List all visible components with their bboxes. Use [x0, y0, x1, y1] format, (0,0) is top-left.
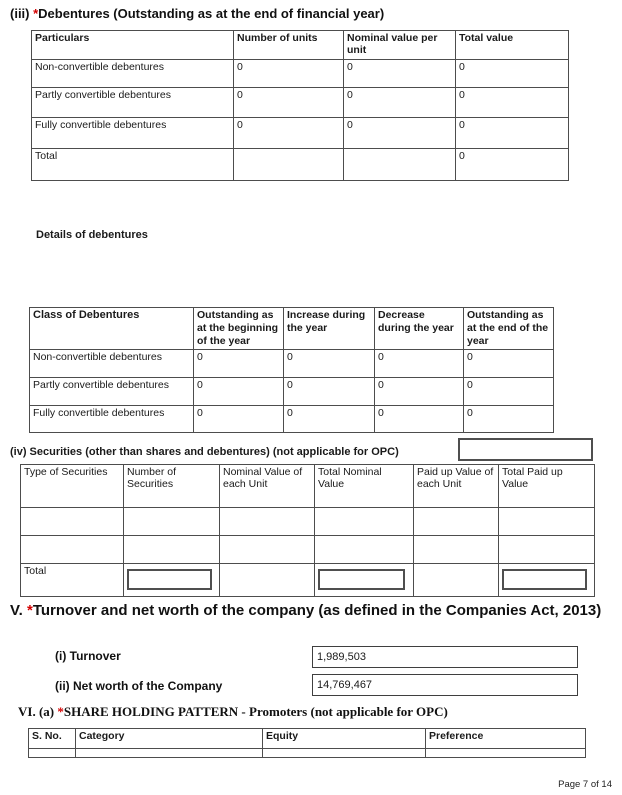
- required-asterisk: *: [26, 602, 33, 619]
- row-label: Non-convertible debentures: [32, 60, 234, 88]
- column-header: Type of Securities: [21, 465, 124, 508]
- column-header: Nominal Value of each Unit: [220, 465, 315, 508]
- cell-value: 0: [234, 118, 344, 149]
- section-iii-title: Debentures (Outstanding as at the end of financial year): [38, 6, 385, 21]
- empty-cell: [263, 749, 426, 758]
- section-vi-heading: [18, 704, 448, 720]
- table-header-row: [32, 31, 569, 60]
- section-iv-heading: (iv) Securities (other than shares and debentures) (not applicable for OPC): [10, 446, 399, 458]
- cell-value: 0: [464, 378, 554, 406]
- empty-cell: [315, 536, 414, 564]
- empty-cell: [414, 536, 499, 564]
- required-asterisk: *: [33, 6, 39, 21]
- cell-value: 0: [234, 88, 344, 118]
- empty-cell: [21, 508, 124, 536]
- section-v-prefix: V.: [10, 602, 27, 619]
- cell-value: 0: [344, 60, 456, 88]
- empty-cell: [414, 564, 499, 597]
- column-header: Increase during the year: [284, 308, 375, 350]
- total-label: Total: [21, 564, 124, 597]
- cell-value: 0: [456, 149, 569, 181]
- cell-value: 0: [375, 406, 464, 433]
- debentures-table: [31, 30, 569, 181]
- cell-value: 0: [456, 88, 569, 118]
- total-label: Total: [32, 149, 234, 181]
- empty-cell: [220, 536, 315, 564]
- cell-value: 0: [194, 350, 284, 378]
- cell-value: 0: [284, 350, 375, 378]
- cell-value: 0: [375, 350, 464, 378]
- cell-value: [234, 149, 344, 181]
- total-number-of-securities-input[interactable]: [127, 569, 212, 590]
- table-row: [30, 350, 554, 378]
- column-header: Equity: [263, 729, 426, 749]
- empty-cell: [499, 536, 595, 564]
- cell-value: 0: [464, 350, 554, 378]
- cell-value: 0: [456, 118, 569, 149]
- column-header: Number of Securities: [124, 465, 220, 508]
- total-nominal-value-input[interactable]: [318, 569, 405, 590]
- cell-value: 0: [284, 406, 375, 433]
- row-label: Non-convertible debentures: [30, 350, 194, 378]
- table-row: [30, 406, 554, 433]
- page-number: Page 7 of 14: [558, 779, 612, 790]
- table-row: [32, 118, 569, 149]
- empty-cell: [76, 749, 263, 758]
- turnover-label: (i) Turnover: [55, 649, 121, 663]
- cell-value: 0: [344, 88, 456, 118]
- column-header: Outstanding as at the beginning of the year: [194, 308, 284, 350]
- total-cell: [124, 564, 220, 597]
- column-header: Total Paid up Value: [499, 465, 595, 508]
- total-cell: [315, 564, 414, 597]
- column-header: Particulars: [32, 31, 234, 60]
- section-v-heading: [10, 602, 601, 619]
- table-total-row: [32, 149, 569, 181]
- empty-cell: [315, 508, 414, 536]
- empty-cell: [124, 536, 220, 564]
- table-header-row: [21, 465, 595, 508]
- cell-value: [344, 149, 456, 181]
- cell-value: 0: [464, 406, 554, 433]
- column-header: Number of units: [234, 31, 344, 60]
- row-label: Fully convertible debentures: [30, 406, 194, 433]
- row-label: Fully convertible debentures: [32, 118, 234, 149]
- empty-cell: [220, 508, 315, 536]
- empty-cell: [124, 508, 220, 536]
- total-cell: [499, 564, 595, 597]
- empty-cell: [426, 749, 586, 758]
- column-header: Total value: [456, 31, 569, 60]
- empty-cell: [21, 536, 124, 564]
- cell-value: 0: [456, 60, 569, 88]
- row-label: Partly convertible debentures: [30, 378, 194, 406]
- table-row: [32, 88, 569, 118]
- details-of-debentures-label: Details of debentures: [36, 229, 148, 241]
- cell-value: 0: [234, 60, 344, 88]
- column-header: Decrease during the year: [375, 308, 464, 350]
- column-header: Outstanding as at the end of the year: [464, 308, 554, 350]
- securities-table: [20, 464, 595, 597]
- column-header: Preference: [426, 729, 586, 749]
- column-header: S. No.: [29, 729, 76, 749]
- turnover-input[interactable]: [312, 646, 578, 668]
- net-worth-input[interactable]: [312, 674, 578, 696]
- required-asterisk: *: [57, 704, 64, 719]
- debenture-details-table: [29, 307, 554, 433]
- cell-value: 0: [344, 118, 456, 149]
- table-row: [32, 60, 569, 88]
- column-header: Paid up Value of each Unit: [414, 465, 499, 508]
- table-row: [30, 378, 554, 406]
- empty-cell: [220, 564, 315, 597]
- table-total-row: [21, 564, 595, 597]
- column-header: Category: [76, 729, 263, 749]
- column-header: Class of Debentures: [30, 308, 194, 350]
- table-empty-row: [21, 536, 595, 564]
- table-header-row: [30, 308, 554, 350]
- cell-value: 0: [194, 378, 284, 406]
- empty-cell: [414, 508, 499, 536]
- empty-cell: [29, 749, 76, 758]
- section-vi-title: SHARE HOLDING PATTERN - Promoters (not applicable for OPC): [63, 704, 448, 719]
- cell-value: 0: [375, 378, 464, 406]
- section-v-title: Turnover and net worth of the company (as defined in the Companies Act, 2013): [32, 602, 602, 619]
- column-header: Total Nominal Value: [315, 465, 414, 508]
- cell-value: 0: [284, 378, 375, 406]
- table-empty-row: [21, 508, 595, 536]
- section-vi-prefix: VI. (a): [18, 704, 58, 719]
- section-iii-prefix: (iii): [10, 6, 34, 21]
- row-label: Partly convertible debentures: [32, 88, 234, 118]
- section-iii-heading: [10, 6, 384, 21]
- securities-flag-input[interactable]: [458, 438, 593, 461]
- net-worth-label: (ii) Net worth of the Company: [55, 679, 223, 693]
- column-header: Nominal value per unit: [344, 31, 456, 60]
- table-header-row: [29, 729, 586, 749]
- share-holding-table: [28, 728, 586, 758]
- empty-cell: [499, 508, 595, 536]
- cell-value: 0: [194, 406, 284, 433]
- table-empty-row: [29, 749, 586, 758]
- total-paid-up-value-input[interactable]: [502, 569, 587, 590]
